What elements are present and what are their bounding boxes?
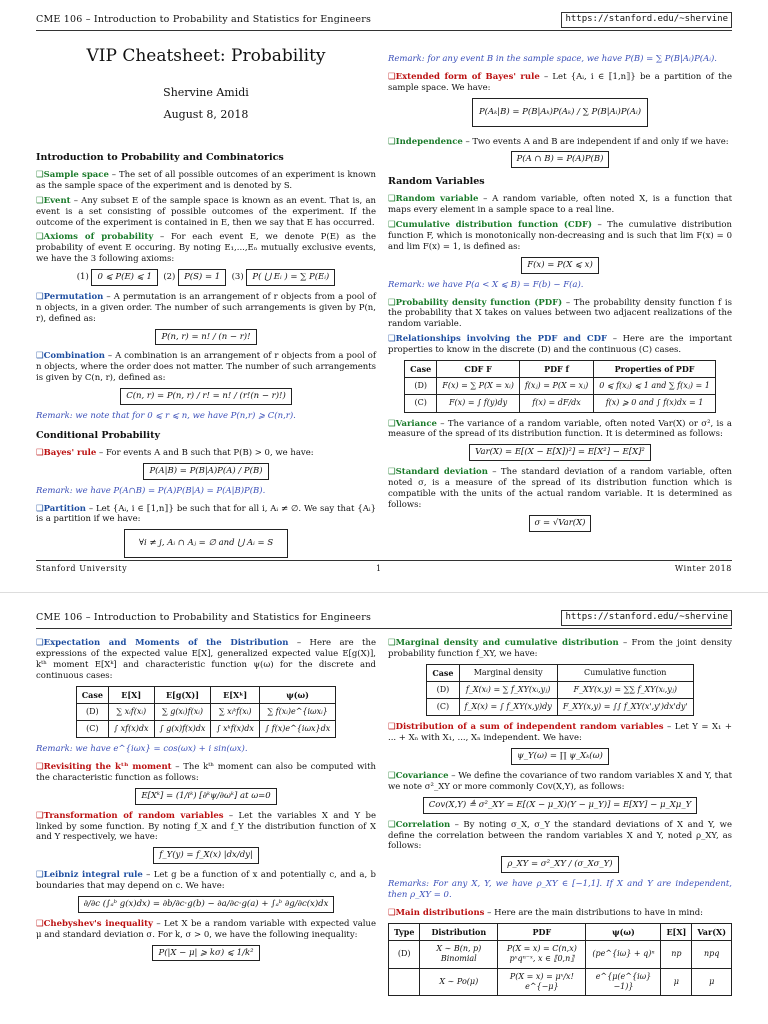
paragraph: ❑ Expectation and Moments of the Distribution – Here are the expressions of the expected value E[X], generalized expected value E[g(X)], kᵗʰ moment E[Xᵏ] and characteristic function ψ(ω) for the discrete and continuous cases: (36, 638, 376, 682)
table-row: (D) ∑ xᵢf(xᵢ) ∑ g(xᵢ)f(xᵢ) ∑ xᵢᵏf(xᵢ) ∑ f(xᵢ)e^{iωxᵢ} (76, 703, 335, 720)
paragraph: ❑ Variance – The variance of a random variable, often noted Var(X) or σ², is a measure of the spread of its distribution function. It is determined as follows: (388, 419, 732, 441)
page1-right-column (388, 40, 732, 538)
paragraph: ❑ Leibniz integral rule – Let g be a function of x and potentially c, and a, b boundaries that may depend on c. We have: (36, 870, 376, 892)
equation: σ = √Var(X) (388, 515, 732, 532)
paragraph: ❑ Distribution of a sum of independent random variables – Let Y = X₁ + ... + Xₙ with X₁, ..., Xₙ independent. We have: (388, 722, 732, 744)
paragraph: ❑ Chebyshev's inequality – Let X be a random variable with expected value μ and standard deviation σ. For k, σ > 0, we have the following inequality: (36, 919, 376, 941)
equation: ∀i ≠ j, Aᵢ ∩ Aⱼ = ∅ and ⋃ Aᵢ = S (36, 529, 376, 558)
equation: Var(X) = E[(X − E[X])²] = E[X²] − E[X]² (388, 444, 732, 461)
distributions-table (388, 923, 732, 996)
table-header: Case (405, 360, 437, 377)
table-header: PDF f (519, 360, 593, 377)
equation: F(x) = P(X ⩽ x) (388, 257, 732, 274)
table-header: E[X] (108, 686, 154, 703)
table-header: Case (427, 664, 459, 681)
equation: P(n, r) = n! / (n − r)! (36, 329, 376, 346)
table-row: (C) ∫ xf(x)dx ∫ g(x)f(x)dx ∫ xᵏf(x)dx ∫ f(x)e^{iωx}dx (76, 720, 335, 737)
equation: E[Xᵏ] = (1/iᵏ) [∂ᵏψ/∂ωᵏ] at ω=0 (36, 788, 376, 805)
table-row: (D) f_X(xᵢ) = ∑ f_XY(xᵢ,yⱼ) F_XY(x,y) = ∑∑ f_XY(xᵢ,yⱼ) (427, 681, 693, 698)
table-header: CDF F (437, 360, 520, 377)
remark: Remark: we have P(a < X ⩽ B) = F(b) − F(a). (388, 279, 584, 290)
pdf-cdf-table (404, 360, 716, 413)
marginal-table (426, 664, 693, 717)
course-title: CME 106 – Introduction to Probability and Statistics for Engineers (36, 612, 372, 623)
page2-right-column (388, 638, 732, 1002)
page-2 (0, 600, 768, 1024)
paragraph: ❑ Transformation of random variables – Let the variables X and Y be linked by some function. By noting f_X and f_Y the distribution function of X and Y respectively, we have: (36, 811, 376, 844)
table-header: E[g(X)] (154, 686, 211, 703)
course-title: CME 106 – Introduction to Probability and Statistics for Engineers (36, 14, 372, 25)
table-header: ψ(ω) (259, 686, 335, 703)
remark: Remark: for any event B in the sample space, we have P(B) = ∑ P(B|Aᵢ)P(Aᵢ). (388, 54, 717, 64)
paragraph: ❑ Random variable – A random variable, often noted X, is a function that maps every element in a sample space to a real line. (388, 194, 732, 216)
table-row: (C) F(x) = ∫ f(y)dy f(x) = dF/dx f(x) ⩾ 0 and ∫ f(x)dx = 1 (405, 395, 716, 412)
table-header: PDF (498, 923, 586, 940)
footer-term: Winter 2018 (674, 564, 732, 573)
equation: ∂/∂c (∫ₐᵇ g(x)dx) = ∂b/∂c·g(b) − ∂a/∂c·g(a) + ∫ₐᵇ ∂g/∂c(x)dx (36, 896, 376, 913)
section-heading: Random Variables (388, 176, 485, 188)
paragraph: ❑ Combination – A combination is an arrangement of r objects from a pool of n objects, where the order does not matter. The number of such arrangements is given by C(n, r), defined as: (36, 351, 376, 384)
page2-left-column (36, 638, 376, 967)
author-url[interactable]: https://stanford.edu/~shervine (561, 610, 732, 626)
publish-date: August 8, 2018 (163, 107, 249, 121)
equation: Cov(X,Y) ≜ σ²_XY = E[(X − μ_X)(Y − μ_Y)] = E[XY] − μ_Xμ_Y (388, 797, 732, 814)
page-separator (0, 592, 768, 593)
paragraph: ❑ Probability density function (PDF) – The probability density function f is the probability that X takes on values between two adjacent realizations of the random variable. (388, 298, 732, 331)
paragraph: ❑ Cumulative distribution function (CDF) – The cumulative distribution function F, which is monotonically non-decreasing and is such that lim F(x) = 0 and lim F(x) = 1, is defined as: (388, 220, 732, 253)
author-name: Shervine Amidi (163, 85, 249, 99)
remark: Remark: we note that for 0 ⩽ r ⩽ n, we have P(n,r) ⩾ C(n,r). (36, 410, 296, 421)
paragraph: ❑ Partition – Let {Aᵢ, i ∈ ⟦1,n⟧} be such that for all i, Aᵢ ≠ ∅. We say that {Aᵢ} is a partition if we have: (36, 504, 376, 526)
remark: Remark: we have e^{iωx} = cos(ωx) + i sin(ωx). (36, 744, 248, 755)
table-header: Var(X) (692, 923, 732, 940)
footer-university: Stanford University (36, 564, 128, 573)
cheatsheet-title: VIP Cheatsheet: Probability (86, 46, 326, 66)
axioms-equations: (1) 0 ⩽ P(E) ⩽ 1 (2) P(S) = 1 (3) P( ⋃ Eᵢ ) = ∑ P(Eᵢ) (36, 269, 376, 286)
paragraph: ❑ Independence – Two events A and B are independent if and only if we have: (388, 137, 732, 148)
table-header: Distribution (420, 923, 498, 940)
equation: P(A|B) = P(B|A)P(A) / P(B) (36, 463, 376, 480)
paragraph: ❑ Revisiting the kᵗʰ moment – The kᵗʰ moment can also be computed with the characteristic function as follows: (36, 762, 376, 784)
paragraph: ❑ Event – Any subset E of the sample space is known as an event. That is, an event is a set consisting of possible outcomes of the experiment. If the outcome of the experiment is contained in E, then we say that E has occurred. (36, 196, 376, 229)
equation: ρ_XY = σ²_XY / (σ_Xσ_Y) (388, 856, 732, 873)
table-header: Marginal density (459, 664, 557, 681)
page-header (36, 12, 732, 31)
page1-left-column (36, 40, 376, 564)
table-header: Type (389, 923, 420, 940)
paragraph: ❑ Main distributions – Here are the main distributions to have in mind: (388, 908, 732, 919)
equation: ψ_Y(ω) = ∏ ψ_Xₖ(ω) (388, 748, 732, 765)
paragraph: ❑ Marginal density and cumulative distribution – From the joint density probability function f_XY, we have: (388, 638, 732, 660)
paragraph: ❑ Relationships involving the PDF and CDF – Here are the important properties to know in the discrete (D) and the continuous (C) cases. (388, 334, 732, 356)
remark: Remark: we have P(A∩B) = P(A)P(B|A) = P(A|B)P(B). (36, 485, 266, 496)
equation: f_Y(y) = f_X(x) |dx/dy| (36, 847, 376, 864)
table-row: X ∼ Po(μ) P(X = x) = μˣ/x! e^{−μ} e^{μ(e^{iω}−1)} μ μ (389, 968, 732, 995)
section-heading: Conditional Probability (36, 429, 161, 441)
section-heading: Introduction to Probability and Combinatorics (36, 151, 284, 163)
table-row: (D) F(x) = ∑ P(X = xᵢ) f(xⱼ) = P(X = xⱼ) 0 ⩽ f(xⱼ) ⩽ 1 and ∑ f(xⱼ) = 1 (405, 378, 716, 395)
table-header: Case (76, 686, 108, 703)
page-header (36, 610, 732, 629)
table-header: ψ(ω) (586, 923, 661, 940)
page-footer (36, 560, 732, 575)
table-header: E[X] (661, 923, 692, 940)
paragraph: ❑ Sample space – The set of all possible outcomes of an experiment is known as the sample space of the experiment and is denoted by S. (36, 170, 376, 192)
equation: C(n, r) = P(n, r) / r! = n! / (r!(n − r)!) (36, 388, 376, 405)
paragraph: ❑ Standard deviation – The standard deviation of a random variable, often noted σ, is a measure of the spread of its distribution function which is compatible with the units of the actual random variable. It is determined as follows: (388, 467, 732, 511)
table-header: Cumulative function (557, 664, 693, 681)
table-header: Properties of PDF (594, 360, 716, 377)
paragraph: ❑ Correlation – By noting σ_X, σ_Y the standard deviations of X and Y, we define the correlation between the random variables X and Y, noted ρ_XY, as follows: (388, 820, 732, 853)
moments-table (76, 686, 336, 739)
paragraph: ❑ Axioms of probability – For each event E, we denote P(E) as the probability of event E occuring. By noting E₁,...,Eₙ mutually exclusive events, we have the 3 following axioms: (36, 232, 376, 265)
paragraph: ❑ Covariance – We define the covariance of two random variables X and Y, that we note σ²_XY or more commonly Cov(X,Y), as follows: (388, 771, 732, 793)
paragraph: ❑ Bayes' rule – For events A and B such that P(B) > 0, we have: (36, 448, 376, 459)
equation: P(A ∩ B) = P(A)P(B) (388, 151, 732, 168)
paragraph: ❑ Extended form of Bayes' rule – Let {Aᵢ, i ∈ ⟦1,n⟧} be a partition of the sample space. We have: (388, 72, 732, 94)
remark: Remarks: For any X, Y, we have ρ_XY ∈ [−1,1]. If X and Y are independent, then ρ_XY = 0. (388, 879, 732, 901)
table-header: E[Xᵏ] (211, 686, 260, 703)
table-row: (D) X ∼ B(n, p) Binomial P(X = x) = C(n,x) pˣqⁿ⁻ˣ, x ∈ ⟦0,n⟧ (pe^{iω} + q)ⁿ np npq (389, 941, 732, 968)
table-row: (C) f_X(x) = ∫ f_XY(x,y)dy F_XY(x,y) = ∫∫ f_XY(x',y')dx'dy' (427, 699, 693, 716)
equation: P(|X − μ| ⩾ kσ) ⩽ 1/k² (36, 945, 376, 962)
footer-page-number: 1 (376, 564, 382, 573)
paragraph: ❑ Permutation – A permutation is an arrangement of r objects from a pool of n objects, in a given order. The number of such arrangements is given by P(n, r), defined as: (36, 292, 376, 325)
author-url[interactable]: https://stanford.edu/~shervine (561, 12, 732, 28)
equation: P(Aₖ|B) = P(B|Aₖ)P(Aₖ) / ∑ P(B|Aᵢ)P(Aᵢ) (388, 98, 732, 127)
